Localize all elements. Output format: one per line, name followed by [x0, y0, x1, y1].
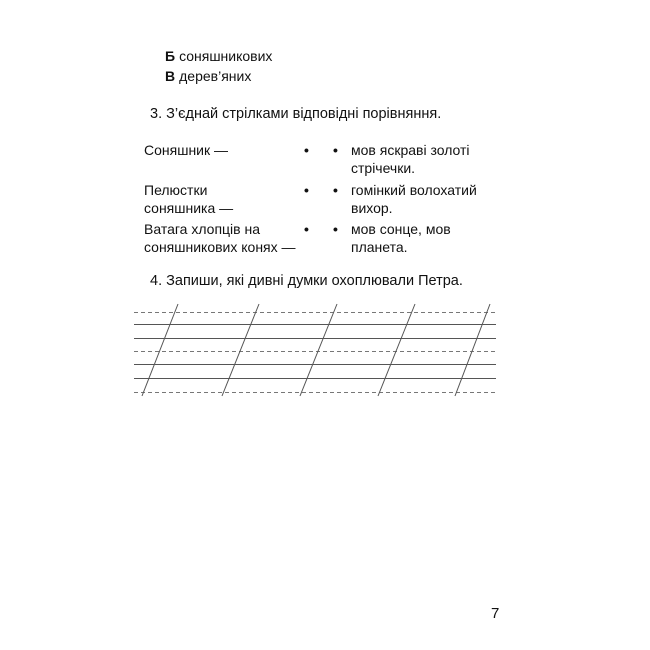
- match-dot-left-2[interactable]: •: [304, 182, 309, 198]
- match-dot-right-2[interactable]: •: [333, 182, 338, 198]
- slant-line: [300, 304, 337, 396]
- match-left-2: Пелюстки соняшника —: [144, 182, 234, 216]
- option-text: дерев’яних: [179, 68, 252, 84]
- match-right-3: мов сонце, мов планета.: [351, 221, 451, 255]
- match-dot-right-1[interactable]: •: [333, 142, 338, 158]
- match-right-2: гомінкий волохатий вихор.: [351, 182, 477, 216]
- slant-line: [378, 304, 415, 396]
- match-right-1: мов яскраві золоті стрічечки.: [351, 142, 470, 176]
- option-letter: Б: [165, 48, 176, 64]
- match-dot-left-1[interactable]: •: [304, 142, 309, 158]
- option-text: соняшникових: [179, 48, 273, 64]
- match-left-1: Соняшник —: [144, 142, 229, 158]
- option-letter: В: [165, 68, 176, 84]
- slant-line: [222, 304, 259, 396]
- match-dot-right-3[interactable]: •: [333, 221, 338, 237]
- match-left-3: Ватага хлопців на соняшникових конях —: [144, 221, 296, 255]
- match-dot-left-3[interactable]: •: [304, 221, 309, 237]
- task3-title: 3. З’єднай стрілками відповідні порівняння.: [150, 106, 442, 122]
- task4-title: 4. Запиши, які дивні думки охоплювали Петра.: [150, 273, 463, 289]
- slant-line: [142, 304, 178, 396]
- page-number: 7: [491, 605, 500, 622]
- slant-line: [455, 304, 490, 396]
